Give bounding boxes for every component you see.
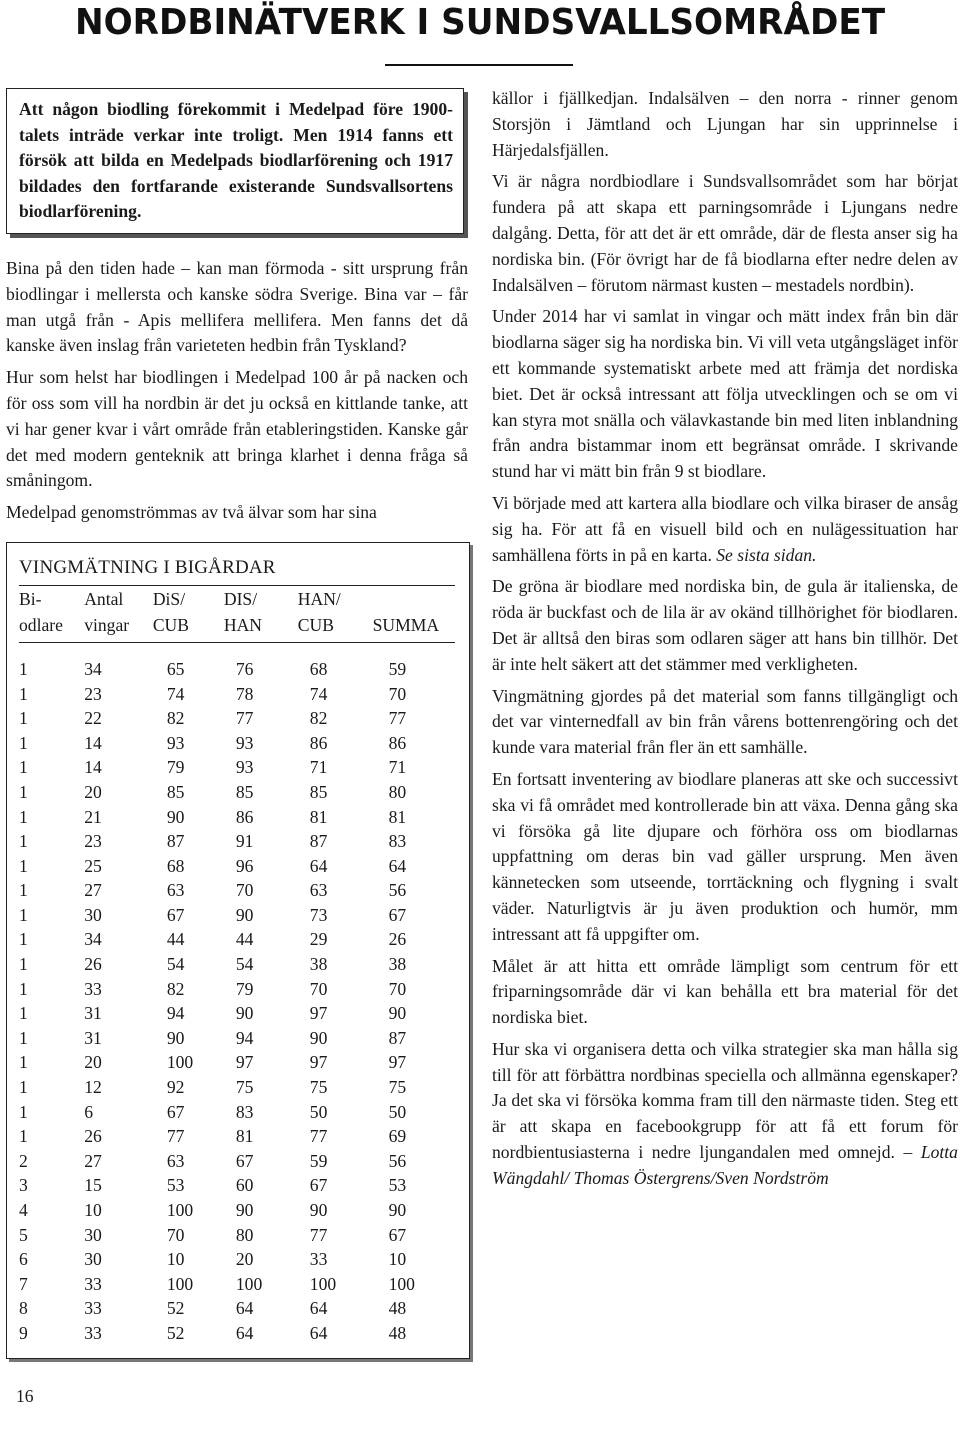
table-cell: 50 (388, 1101, 407, 1122)
table-cell: 85 (309, 781, 328, 802)
table-cell: 90 (166, 1027, 185, 1048)
table-cell: 10 (166, 1249, 185, 1270)
table-cell: 59 (309, 1150, 328, 1171)
table-cell: 82 (309, 708, 328, 729)
table-cell: 6 (19, 1249, 28, 1270)
table-cell: 75 (235, 1077, 254, 1098)
table-cell: 25 (84, 855, 102, 876)
table-cell: 73 (309, 904, 328, 925)
table-cell: 1 (19, 1126, 28, 1147)
table-cell: 86 (235, 806, 254, 827)
table-cell: 1 (19, 1003, 28, 1024)
column-header: HAN (224, 612, 298, 643)
table-row (19, 1050, 455, 1075)
table-cell: 5 (19, 1224, 28, 1245)
column-header: DiS/ (152, 588, 186, 609)
table-cell: 77 (166, 1126, 185, 1147)
table-cell: 94 (235, 1027, 254, 1048)
table-cell: 60 (235, 1175, 254, 1196)
table-cell: 26 (388, 929, 407, 950)
table-cell: 9 (19, 1322, 28, 1343)
column-header: odlare (19, 612, 84, 643)
table-row (19, 1124, 455, 1149)
table-row (19, 1149, 455, 1174)
table-row (19, 780, 455, 805)
table-cell: 53 (388, 1175, 407, 1196)
table-cell: 1 (19, 683, 28, 704)
paragraph: Bina på den tiden hade – kan man förmoda - sitt ursprung från biodlingar i mellersta och kanske södra Sverige. Bina var – får man utgå från - Apis mellifera mellifera. Men fanns det då kanske även inslag från varieteten hedbin från Tyskland? (6, 257, 468, 356)
table-cell: 90 (166, 806, 185, 827)
table-cell: 78 (235, 683, 254, 704)
table-cell: 86 (309, 732, 328, 753)
table-cell: 68 (166, 855, 185, 876)
table-row (19, 1321, 455, 1346)
table-cell: 1 (19, 904, 28, 925)
table-cell: 90 (388, 1003, 407, 1024)
table-cell: 67 (388, 904, 407, 925)
table-cell: 44 (235, 929, 254, 950)
table-row (19, 1100, 455, 1125)
table-cell: 54 (166, 954, 185, 975)
table-cell: 52 (166, 1298, 185, 1319)
table-row (19, 829, 455, 854)
table-cell: 75 (309, 1077, 328, 1098)
table-cell: 67 (166, 904, 185, 925)
table-cell: 21 (84, 806, 102, 827)
table-cell: 67 (388, 1224, 407, 1245)
table-cell: 27 (84, 880, 102, 901)
wing-measurement-table (19, 586, 455, 1346)
table-cell: 1 (19, 757, 28, 778)
column-header: CUB (298, 612, 373, 643)
paragraph: Vi är några nordbiodlare i Sundsvallsområdet som har börjat fundera på att skapa ett parningsområde i Ljungans nedre dalgång. Detta, för att det är ett område, där de flesta anser sig ha nordiska bin. (För övrigt har de få biodlarna efter nedre delen av Indalsälven – förutom närmast kusten – mestadels nordbin). (492, 171, 958, 295)
table-cell: 1 (19, 954, 28, 975)
table-cell: 77 (235, 708, 254, 729)
table-cell: 90 (309, 1027, 328, 1048)
table-cell: 2 (19, 1150, 28, 1171)
wing-measurement-table-box (6, 542, 470, 1359)
table-row (19, 805, 455, 830)
table-cell: 22 (84, 708, 102, 729)
table-cell: 6 (84, 1101, 93, 1122)
paragraph-text: Hur ska vi organisera detta och vilka strategier ska man hålla sig till för att förbättra nordbinas speciella och allmänna egenskaper? Ja det ska vi försöka komma fram till den närmaste tiden. Steg ett är att skapa en facebookgrupp för att få ett forum för nordbientusiasterna i nedre ljungandalen med omnejd. (492, 1038, 958, 1163)
table-cell: 77 (388, 708, 407, 729)
table-row (19, 854, 455, 879)
table-cell: 53 (166, 1175, 185, 1196)
table-cell: 52 (166, 1322, 185, 1343)
table-cell: 56 (388, 1150, 407, 1171)
table-cell: 90 (388, 1200, 407, 1220)
author-signature: – Lotta Wängdahl/ Thomas Östergrens/Sven Nordström (492, 1142, 958, 1188)
table-cell: 1 (19, 929, 28, 950)
table-cell: 81 (309, 806, 328, 827)
table-cell: 64 (309, 1298, 328, 1319)
table-cell: 64 (235, 1322, 254, 1343)
table-cell: 87 (388, 1027, 407, 1048)
table-cell: 30 (84, 904, 102, 925)
paragraph: källor i fjällkedjan. Indalsälven – den norra - rinner genom Storsjön i Jämtland och Ljungan har sin upprinnelse i Härjedalsfjällen. (492, 88, 958, 160)
table-cell: 1 (19, 855, 28, 876)
paragraph (492, 491, 958, 568)
table-cell: 79 (166, 757, 185, 778)
table-cell: 83 (235, 1101, 254, 1122)
intro-box: Att någon biodling förekommit i Medelpad före 1900-talets inträde verkar inte troligt. Men 1914 fanns ett försök att bilda en Medelpads biodlarförening och 1917 bildades den fortfarande existerande Sundsvallsortens biodlarförening. (6, 88, 464, 234)
table-cell: 87 (309, 831, 328, 852)
table-cell: 100 (388, 1273, 415, 1294)
table-cell: 33 (84, 1322, 102, 1343)
paragraph: Hur som helst har biodlingen i Medelpad 100 år på nacken och för oss som vill ha nordbin är det ju också en kittlande tanke, att vi har gener kvar i vårt område från etableringstiden. Kanske går det med modern genteknik att bringa klarhet i denna fråga så småningom. (6, 367, 468, 491)
table-cell: 44 (166, 929, 185, 950)
table-cell: 75 (388, 1077, 407, 1098)
page-title: NORDBINÄTVERK I SUNDSVALLSOMRÅDET (74, 2, 886, 43)
table-cell: 71 (309, 757, 328, 778)
table-cell: 59 (388, 658, 407, 679)
table-cell: 70 (388, 683, 407, 704)
table-cell: 12 (84, 1077, 102, 1098)
table-cell: 76 (235, 658, 254, 679)
table-row (19, 706, 455, 731)
table-cell: 50 (309, 1101, 328, 1122)
title-underline (385, 64, 573, 66)
table-cell: 63 (166, 1150, 185, 1171)
table-cell: 77 (309, 1224, 328, 1245)
table-title: VINGMÄTNING I BIGÅRDAR (19, 557, 455, 586)
table-row (19, 1247, 455, 1272)
column-header: Bi- (19, 588, 42, 609)
table-cell: 4 (19, 1200, 28, 1220)
table-row (19, 903, 455, 928)
table-cell: 85 (235, 781, 254, 802)
table-cell: 1 (19, 978, 28, 999)
table-cell: 81 (235, 1126, 254, 1147)
table-cell: 90 (235, 904, 254, 925)
table-cell: 34 (84, 658, 102, 679)
table-cell: 63 (309, 880, 328, 901)
table-cell: 94 (166, 1003, 185, 1024)
table-cell: 29 (309, 929, 328, 950)
table-cell: 1 (19, 1027, 28, 1048)
table-cell: 70 (166, 1224, 185, 1245)
table-cell: 67 (235, 1150, 254, 1171)
table-row (19, 1296, 455, 1321)
table-cell: 64 (309, 855, 328, 876)
table-cell: 82 (166, 708, 185, 729)
paragraph: En fortsatt inventering av biodlare planeras att ske och successivt ska vi få området med kontrollerade bin att växa. Denna gång ska vi försöka gå lite djupare och förhöra oss om biodlarnas uppfattning om deras bin vad gäller ursprung. Men även kännetecken som utseende, torrtäckning och flygning i svalt väder. Naturligtvis är ju även produktion och humör, mm intressant att få uppgifter om. (492, 768, 958, 944)
table-cell: 65 (166, 658, 185, 679)
table-cell: 100 (166, 1273, 194, 1294)
table-cell: 77 (309, 1126, 328, 1147)
table-row (19, 1173, 455, 1198)
table-cell: 71 (388, 757, 407, 778)
table-cell: 80 (388, 781, 407, 802)
table-row (19, 977, 455, 1002)
see-last-page-note: Se sista sidan. (716, 544, 817, 565)
paragraph (492, 1037, 958, 1192)
table-cell: 69 (388, 1126, 407, 1147)
table-cell: 1 (19, 781, 28, 802)
table-cell: 67 (309, 1175, 328, 1196)
table-row (19, 1223, 455, 1248)
table-cell: 64 (309, 1322, 328, 1343)
paragraph-text: Vi började med att kartera alla biodlare och vilka biraser de ansåg sig ha. För att få en visuell bild och en nulägessituation har samhällena förts in på en karta. (492, 492, 958, 565)
table-cell: 15 (84, 1175, 102, 1196)
table-cell: 90 (309, 1200, 328, 1220)
table-cell: 20 (84, 781, 102, 802)
table-row (19, 755, 455, 780)
table-row (19, 1026, 455, 1051)
column-header: HAN/ (297, 588, 341, 609)
table-row (19, 682, 455, 707)
paragraph: Vingmätning gjordes på det material som fanns tillgängligt och det var vinternedfall av bin från vårens bottenrengöring och det kunde vara material från fler än ett samhälle. (492, 685, 958, 758)
table-cell: 8 (19, 1298, 28, 1319)
table-cell: 80 (235, 1224, 254, 1245)
table-cell: 97 (235, 1052, 254, 1073)
table-row (19, 642, 455, 681)
table-cell: 97 (388, 1052, 407, 1073)
table-row (19, 952, 455, 977)
table-cell: 20 (84, 1052, 102, 1073)
table-cell: 81 (388, 806, 407, 827)
table-cell: 1 (19, 880, 28, 901)
table-cell: 1 (19, 658, 28, 679)
table-cell: 85 (166, 781, 185, 802)
table-cell: 67 (166, 1101, 185, 1122)
table-cell: 79 (235, 978, 254, 999)
table-cell: 91 (235, 831, 254, 852)
table-cell: 1 (19, 831, 28, 852)
table-cell: 1 (19, 1077, 28, 1098)
table-cell: 93 (235, 757, 254, 778)
table-cell: 27 (84, 1150, 102, 1171)
table-cell: 70 (309, 978, 328, 999)
table-cell: 100 (235, 1273, 263, 1294)
table-row (19, 1075, 455, 1100)
table-row (19, 878, 455, 903)
table-cell: 33 (84, 1273, 102, 1294)
table-cell: 1 (19, 1052, 28, 1073)
table-cell: 92 (166, 1077, 185, 1098)
table-cell: 100 (309, 1273, 337, 1294)
table-cell: 7 (19, 1273, 28, 1294)
table-cell: 30 (84, 1249, 102, 1270)
table-cell: 54 (235, 954, 254, 975)
table-cell: 97 (309, 1003, 328, 1024)
table-cell: 38 (309, 954, 328, 975)
table-cell: 26 (84, 1126, 102, 1147)
table-cell: 31 (84, 1027, 102, 1048)
paragraph: De gröna är biodlare med nordiska bin, de gula är italienska, de röda är buckfast och de lila är av okänd tillhörighet för biodlaren. Det är alltså den biras som odlaren säger att hans bin tillhör. Det är inte helt säkert att det stämmer med verkligheten. (492, 576, 958, 674)
table-cell: 1 (19, 708, 28, 729)
table-cell: 3 (19, 1175, 28, 1196)
table-cell: 93 (166, 732, 185, 753)
table-cell: 68 (309, 658, 328, 679)
page-number: 16 (16, 1386, 34, 1406)
table-cell: 33 (84, 978, 102, 999)
table-cell: 74 (309, 683, 328, 704)
table-body (19, 642, 455, 1345)
table-cell: 96 (235, 855, 254, 876)
table-cell: 14 (84, 757, 102, 778)
column-header: vingar (84, 612, 153, 643)
table-cell: 26 (84, 954, 102, 975)
table-cell: 31 (84, 1003, 102, 1024)
table-cell: 90 (235, 1003, 254, 1024)
table-cell: 1 (19, 732, 28, 753)
table-cell: 33 (84, 1298, 102, 1319)
column-header: DIS/ (223, 588, 258, 609)
table-row (19, 1198, 455, 1223)
table-row (19, 731, 455, 756)
table-cell: 48 (388, 1298, 407, 1319)
table-cell: 14 (84, 732, 102, 753)
table-row (19, 927, 455, 952)
table-cell: 64 (235, 1298, 254, 1319)
table-cell: 86 (388, 732, 407, 753)
table-cell: 70 (388, 978, 407, 999)
table-row (19, 1272, 455, 1297)
table-cell: 56 (388, 880, 407, 901)
table-cell: 90 (235, 1200, 254, 1220)
left-column (6, 88, 468, 1359)
table-cell: 1 (19, 806, 28, 827)
table-cell: 23 (84, 683, 102, 704)
table-row (19, 1001, 455, 1026)
table-cell: 64 (388, 855, 407, 876)
column-header (373, 586, 455, 612)
table-cell: 83 (388, 831, 407, 852)
table-cell: 38 (388, 954, 407, 975)
table-cell: 70 (235, 880, 254, 901)
table-cell: 100 (166, 1200, 194, 1220)
column-header: Antal (84, 588, 124, 609)
column-header: SUMMA (373, 612, 455, 643)
right-column (492, 86, 958, 1198)
paragraph: Under 2014 har vi samlat in vingar och mätt index från bin där biodlarna säger sig ha nordiska bin. Vi vill veta utgångsläget inför ett kommande systematiskt arbete med att främja det nordiska biet. Det är också intressant att följa utvecklingen och se om vi kan styra mot snälla och välavkastande bin med liten inblandning från andra bistammar inom ett begränsat område. I skrivande stund har vi mätt bin från 9 st biodlare. (492, 306, 958, 482)
table-cell: 10 (388, 1249, 407, 1270)
table-cell: 33 (309, 1249, 328, 1270)
table-cell: 30 (84, 1224, 102, 1245)
paragraph: Målet är att hitta ett område lämpligt som centrum för ett friparningsområde där vi kan behålla ett bra material för det nordiska biet. (492, 955, 958, 1028)
table-cell: 93 (235, 732, 254, 753)
paragraph: Medelpad genomströmmas av två älvar som har sina (6, 502, 377, 523)
table-cell: 1 (19, 1101, 28, 1122)
table-cell: 48 (388, 1322, 407, 1343)
table-cell: 20 (235, 1249, 254, 1270)
table-cell: 10 (84, 1200, 102, 1220)
table-cell: 74 (166, 683, 185, 704)
table-cell: 100 (166, 1052, 194, 1073)
table-cell: 82 (166, 978, 185, 999)
table-cell: 23 (84, 831, 102, 852)
table-cell: 87 (166, 831, 185, 852)
table-cell: 63 (166, 880, 185, 901)
table-cell: 34 (84, 929, 102, 950)
column-header: CUB (153, 612, 224, 643)
table-cell: 97 (309, 1052, 328, 1073)
